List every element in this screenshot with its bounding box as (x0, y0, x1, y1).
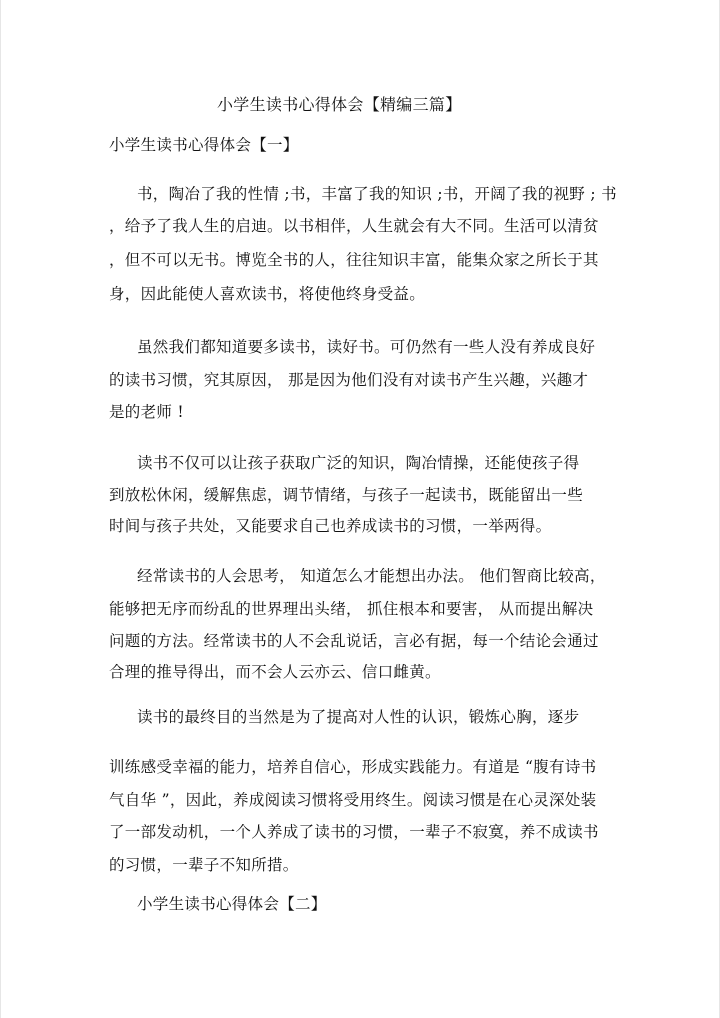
paragraph-line: 读书的最终目的当然是为了提高对人性的认识，锻炼心胸，逐步 (137, 708, 580, 726)
paragraph-line: 经常读书的人会思考， 知道怎么才能想出办法。 他们智商比较高， (137, 567, 606, 585)
paragraph-line: 是的老师 ! (109, 403, 184, 421)
section-heading-1: 小学生读书心得体会【一】 (109, 136, 299, 154)
paragraph-line: ，给予了我人生的启迪。以书相伴，人生就会有大不同。生活可以清贫 (109, 217, 599, 235)
paragraph-line: 气自华 ”，因此，养成阅读习惯将受用终生。阅读习惯是在心灵深处装 (109, 791, 597, 809)
paragraph-line: 训练感受幸福的能力，培养自信心，形成实践能力。有道是 “腹有诗书 (109, 758, 597, 776)
paragraph-line: 虽然我们都知道要多读书，读好书。可仍然有一些人没有养成良好 (137, 338, 596, 356)
document-title: 小学生读书心得体会【精编三篇】 (217, 95, 462, 114)
paragraph-line: 能够把无序而纷乱的世界理出头绪， 抓住根本和要害， 从而提出解决 (109, 600, 594, 618)
paragraph-line: 的习惯，一辈子不知所措。 (109, 856, 299, 874)
paragraph-line: 的读书习惯，究其原因， 那是因为他们没有对读书产生兴趣，兴趣才 (109, 371, 589, 389)
paragraph-line: 了一部发动机，一个人养成了读书的习惯，一辈子不寂寞，养不成读书 (109, 823, 599, 841)
paragraph-line: 问题的方法。经常读书的人不会乱说话，言必有据，每一个结论会通过 (109, 632, 599, 650)
paragraph-line: 身，因此能使人喜欢读书，将使他终身受益。 (109, 285, 426, 303)
paragraph-line: 时间与孩子共处，又能要求自己也养成读书的习惯，一举两得。 (109, 517, 552, 535)
paragraph-line: ，但不可以无书。博览全书的人，往往知识丰富，能集众家之所长于其 (109, 251, 599, 269)
section-heading-2: 小学生读书心得体会【二】 (137, 895, 327, 913)
paragraph-line: 到放松休闲，缓解焦虑，调节情绪，与孩子一起读书，既能留出一些 (109, 486, 584, 504)
paragraph-line: 合理的推导得出，而不会人云亦云、信口雌黄。 (109, 663, 441, 681)
paragraph-line: 书，陶冶了我的性情 ;书，丰富了我的知识 ;书，开阔了我的视野 ; 书 (137, 185, 617, 203)
paragraph-line: 读书不仅可以让孩子获取广泛的知识，陶冶情操，还能使孩子得 (137, 454, 580, 472)
